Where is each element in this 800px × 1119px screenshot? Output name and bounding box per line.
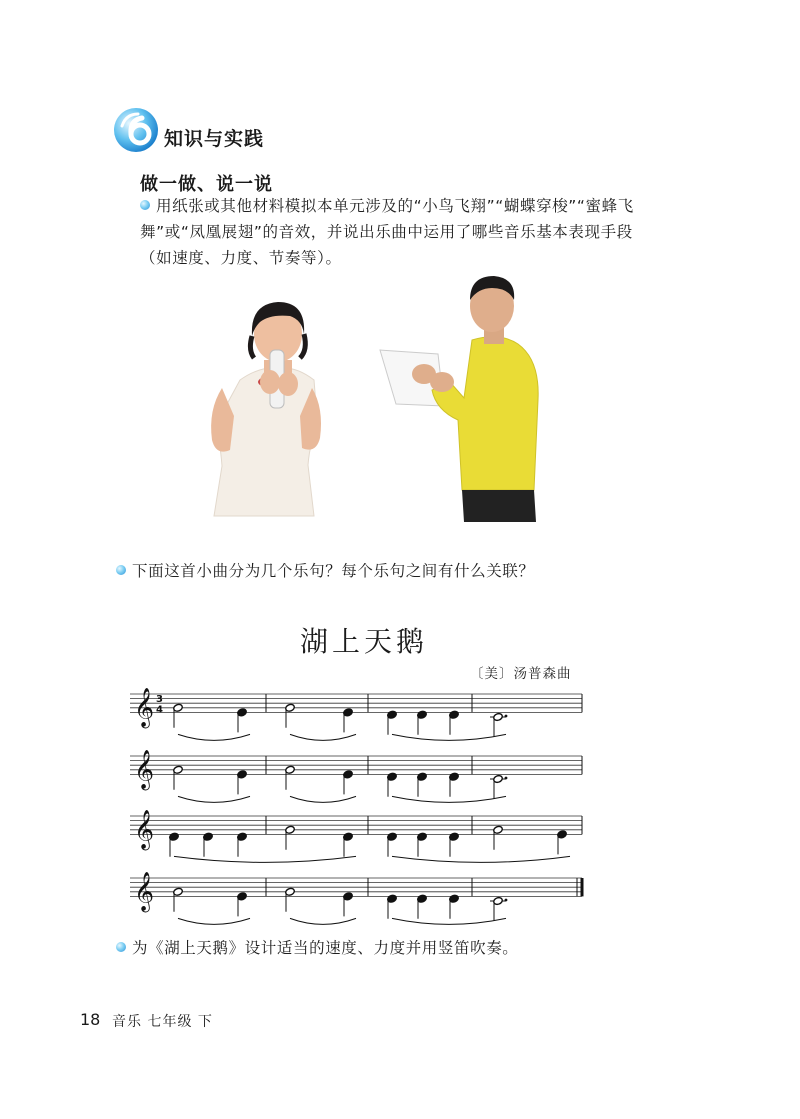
activity-paragraph-3: 为《湖上天鹅》设计适当的速度、力度并用竖笛吹奏。: [116, 935, 676, 961]
slur: [392, 734, 506, 740]
book-title: 音乐 七年级 下: [112, 1014, 213, 1030]
treble-clef-icon: 𝄞: [134, 871, 155, 912]
bullet-icon: [140, 200, 150, 210]
slur: [392, 918, 506, 924]
note-dot: [505, 899, 508, 902]
music-score: [120, 680, 600, 930]
slur: [178, 734, 250, 740]
slur: [290, 796, 356, 802]
slur: [392, 796, 506, 802]
activity-paragraph-2: 下面这首小曲分为几个乐句？每个乐句之间有什么关联？: [116, 558, 676, 584]
treble-clef-icon: 𝄞: [134, 749, 155, 790]
section-number-6-icon: [112, 106, 160, 154]
slur: [178, 918, 250, 924]
bullet-icon: [116, 565, 126, 575]
slur: [178, 796, 250, 802]
page-number: 18: [80, 1010, 101, 1029]
activity-paragraph-1: 用纸张或其他材料模拟本单元涉及的“小鸟飞翔”“蝴蝶穿梭”“蜜蜂飞舞”或“凤凰展翅”的音效，并说出乐曲中运用了哪些音乐基本表现手段（如速度、力度、节奏等）。: [140, 197, 634, 267]
treble-clef-icon: 𝄞: [134, 809, 155, 850]
students-photo: [200, 270, 560, 522]
activity-heading: 做一做、说一说: [140, 174, 273, 195]
slur: [174, 856, 356, 862]
slur: [392, 856, 570, 862]
note-dot: [505, 777, 508, 780]
bullet-icon: [116, 942, 126, 952]
section-title: 知识与实践: [164, 128, 265, 150]
time-signature-bottom: 4: [156, 704, 163, 716]
treble-clef-icon: 𝄞: [134, 687, 155, 728]
note-dot: [505, 715, 508, 718]
song-composer: 〔美〕汤普森曲: [470, 666, 572, 682]
slur: [290, 918, 356, 924]
time-signature-top: 3: [156, 694, 163, 706]
song-title: 湖上天鹅: [300, 625, 429, 658]
girl-figure: [211, 302, 321, 516]
slur: [290, 734, 356, 740]
